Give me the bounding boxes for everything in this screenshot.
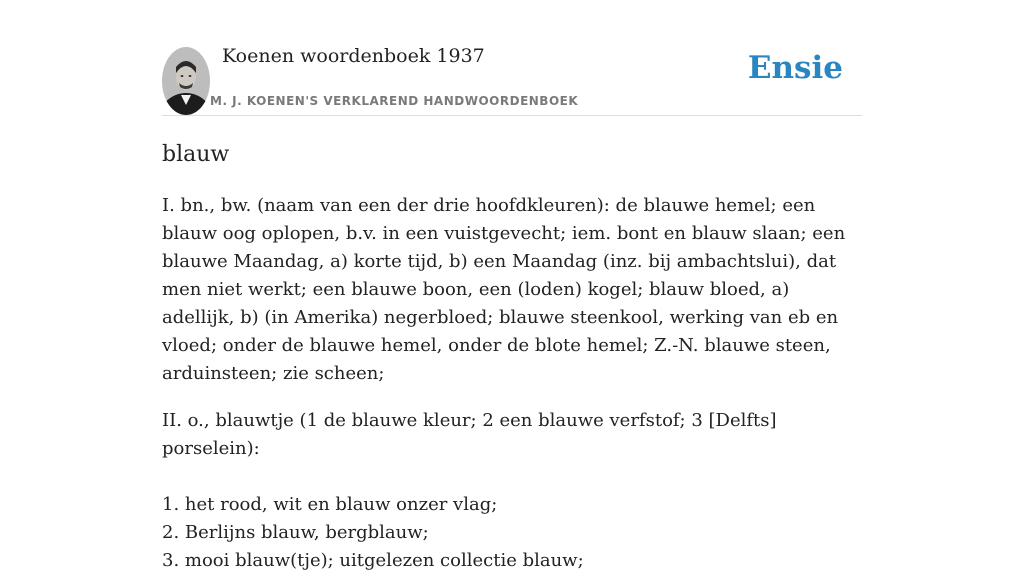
list-item: 3. mooi blauw(tje); uitgelezen collectie blauw; xyxy=(162,550,584,571)
definition-sense-1: I. bn., bw. (naam van een der drie hoofdkleuren): de blauwe hemel; een blauw oog oplopen, b.v. in een vuistgevecht; iem. bont en blauw slaan; een blauwe Maandag, a) korte tijd, b) een Maandag (inz. bij ambachtslui), dat men niet werkt; een blauwe boon, een (loden) kogel; blauw bloed, a) adellijk, b) (in Amerika) negerbloed; blauwe steenkool, werking van eb en vloed; onder de blauwe hemel, onder de blote hemel; Z.-N. blauwe steen, arduinsteen; zie scheen; xyxy=(162,195,846,384)
ensie-logo-link[interactable]: Ensie xyxy=(747,50,843,86)
dictionary-header xyxy=(162,0,862,116)
list-item: 2. Berlijns blauw, bergblauw; xyxy=(162,522,429,543)
book-title: Koenen woordenboek 1937 xyxy=(222,45,485,67)
list-item: 1. het rood, wit en blauw onzer vlag; xyxy=(162,494,498,515)
dictionary-page xyxy=(162,0,862,575)
example-list xyxy=(162,491,862,575)
definition-sense-2: II. o., blauwtje (1 de blauwe kleur; 2 een blauwe verfstof; 3 [Delfts] porselein): xyxy=(162,410,777,459)
author-portrait xyxy=(162,47,210,115)
entry-headword: blauw xyxy=(162,142,230,167)
book-subtitle: M. J. KOENEN'S VERKLAREND HANDWOORDENBOEK xyxy=(210,94,579,108)
